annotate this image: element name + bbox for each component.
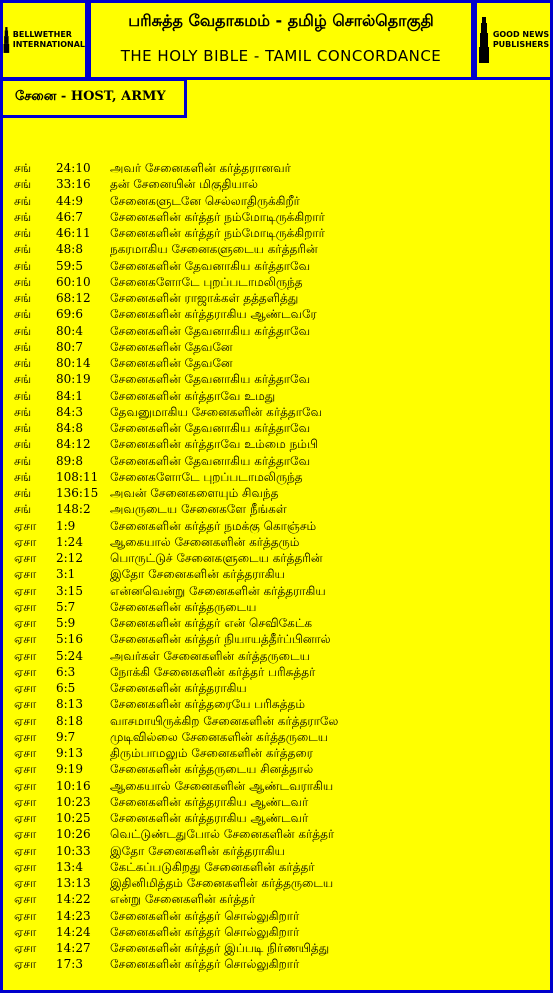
entry-reference: 9:13 [56,746,83,760]
entry-book: ஏசா [14,713,37,728]
entry-book: ஏசா [14,697,37,712]
logo-text-line1: BELLWETHER [12,30,72,39]
entry-book: ஏசா [14,811,37,825]
entry-reference: 80:7 [56,339,83,354]
entry-book: சங் [14,323,32,338]
entry-reference: 5:16 [56,632,83,647]
entry-text: முடிவில்லை சேனைகளின் கர்த்தருடைய [110,729,329,744]
entry-book: ஏசா [14,827,37,842]
entry-book: ஏசா [14,648,37,663]
entry-reference: 59:5 [56,258,83,273]
entry-reference: 46:7 [56,209,83,224]
entry-text: சேனைகளின் கர்த்தர் என் செவிகேட்க [110,616,313,630]
entry-book: ஏசா [14,567,37,582]
good-news-logo [474,0,553,80]
entry-text: சேனைகளின் கர்த்தர் நம்மோடிருக்கிறார் [110,226,325,240]
entry-reference: 6:3 [56,664,76,679]
entry-reference: 3:1 [56,567,76,582]
entry-reference: 84:3 [56,404,83,419]
entry-reference: 80:14 [56,356,91,370]
entry-reference: 24:10 [56,161,91,175]
entry-text: இதோ சேனைகளின் கர்த்தராகிய [110,567,285,582]
entry-text: ஆகையால் சேனைகளின் ஆண்டவராகிய [110,778,334,793]
entry-text: தன் சேனையின் மிகுதியால் [110,177,258,192]
entry-book: ஏசா [14,551,37,565]
entry-book: சங் [14,258,32,273]
entry-book: சங் [14,226,32,240]
entry-text: சேனைகளின் கர்த்தராகிய ஆண்டவர் [110,811,309,825]
entry-reference: 13:13 [56,876,91,890]
entry-book: ஏசா [14,762,37,777]
tower-icon [3,17,10,63]
entry-book: சங் [14,437,32,452]
entry-text: சேனைகளின் தேவனே [110,356,233,370]
entry-book: சங் [14,193,32,208]
entry-book: ஏசா [14,616,37,630]
entry-text: சேனைகளின் கர்த்தர் நம்மோடிருக்கிறார் [110,209,325,224]
entry-text: சேனைகளின் கர்த்தரையே பரிசுத்தம் [110,697,305,712]
entry-reference: 148:2 [56,502,91,517]
entry-reference: 136:15 [56,486,99,500]
entry-text: இதினிமித்தம் சேனைகளின் கர்த்தருடைய [110,876,334,890]
logo-text-line1: GOOD NEWS [492,30,550,39]
entry-reference: 68:12 [56,291,91,305]
entry-text: அவருடைய சேனைகளே நீங்கள் [110,502,287,517]
entry-text: சேனைகளின் கர்த்தருடைய [110,599,257,614]
entry-book: ஏசா [14,534,37,549]
entry-book: சங் [14,388,32,403]
title-tamil: பரிசுத்த வேதாகமம் - தமிழ் சொல்தொகுதி [128,11,434,30]
entry-reference: 13:4 [56,859,83,874]
entry-book: சங் [14,486,32,500]
entry-reference: 10:33 [56,843,91,858]
entry-text: சேனைகளின் தேவனாகிய கர்த்தாவே [110,372,311,387]
entry-book: ஏசா [14,729,37,744]
logo-text-line2: PUBLISHERS [492,40,550,49]
entry-reference: 10:26 [56,827,91,842]
entry-reference: 10:23 [56,794,91,809]
entry-text: சேனைகளின் கர்த்தராகிய ஆண்டவரே [110,307,317,322]
entry-reference: 6:5 [56,681,76,695]
entry-text: சேனைகளின் கர்த்தாவே உம்மை நம்பி [110,437,318,452]
entry-book: சங் [14,177,32,192]
entry-book: ஏசா [14,518,37,533]
entry-text: சேனைகளுடனே செல்லாதிருக்கிறீர் [110,193,300,208]
entry-book: ஏசா [14,632,37,647]
entry-reference: 8:18 [56,713,83,728]
entry-reference: 10:16 [56,778,91,793]
entry-text: அவன் சேனைகளையும் சிவந்த [110,486,279,500]
entry-text: வெட்டுண்டதுபோல் சேனைகளின் கர்த்தர் [110,827,335,842]
entry-text: சேனைகளின் கர்த்தர் நமக்கு கொஞ்சம் [110,518,317,533]
headword-english: HOST, ARMY [70,89,166,104]
entry-reference: 3:15 [56,583,83,598]
entry-reference: 5:9 [56,616,76,630]
entry-reference: 80:4 [56,323,83,338]
entry-reference: 5:24 [56,648,83,663]
entry-text: சேனைகளின் கர்த்தர் இப்படி நிர்ணயித்து [110,941,330,955]
logo-text-line2: INTERNATIONAL [12,40,85,49]
entry-book: ஏசா [14,957,37,972]
entry-text: சேனைகளின் கர்த்தர் நியாயத்தீர்ப்பினால் [110,632,331,647]
entry-text: பொருட்டுச் சேனைகளுடைய கர்த்தரின் [110,551,323,565]
entry-reference: 14:24 [56,924,91,939]
entry-book: ஏசா [14,924,37,939]
entry-reference: 80:19 [56,372,91,387]
entry-text: கேட்கப்படுகிறது சேனைகளின் கர்த்தர் [110,859,315,874]
entry-text: சேனைகளோடே புறப்படாமலிருந்த [110,469,303,484]
entry-book: சங் [14,453,32,468]
entry-book: சங் [14,307,32,322]
entry-book: சங் [14,209,32,224]
entry-text: சேனைகளின் தேவனாகிய கர்த்தாவே [110,323,311,338]
bellwether-logo [0,0,88,80]
entry-book: சங் [14,404,32,419]
entry-book: ஏசா [14,664,37,679]
headword [15,89,166,105]
entry-text: சேனைகளின் கர்த்தருடைய சினத்தால் [110,762,314,777]
entry-book: ஏசா [14,892,37,907]
entry-reference: 89:8 [56,453,83,468]
entry-book: ஏசா [14,843,37,858]
entry-reference: 44:9 [56,193,83,208]
entry-text: சேனைகளின் தேவனாகிய கர்த்தாவே [110,258,311,273]
entry-reference: 1:24 [56,534,83,549]
entry-text: நகரமாகிய சேனைகளுடைய கர்த்தரின் [110,242,318,257]
entry-reference: 9:19 [56,762,83,777]
entry-reference: 17:3 [56,957,83,972]
entry-text: சேனைகளின் கர்த்தர் சொல்லுகிறார் [110,957,300,972]
entry-text: சேனைகளின் கர்த்தர் சொல்லுகிறார் [110,924,300,939]
headword-separator: - [60,89,67,104]
entry-book: ஏசா [14,876,37,890]
entry-text: திரும்பாமலும் சேனைகளின் கர்த்தரை [110,746,313,760]
entry-reference: 5:7 [56,599,76,614]
entry-reference: 33:16 [56,177,91,192]
title-banner [88,0,474,80]
entry-text: சேனைகளின் கர்த்தர் சொல்லுகிறார் [110,908,300,923]
entry-text: சேனைகளின் தேவனே [110,339,233,354]
entry-book: ஏசா [14,681,37,695]
entry-book: ஏசா [14,746,37,760]
entry-book: சங் [14,291,32,305]
entry-reference: 8:13 [56,697,83,712]
entry-reference: 69:6 [56,307,83,322]
entry-book: ஏசா [14,583,37,598]
entry-reference: 84:12 [56,437,91,452]
entry-reference: 108:11 [56,469,99,484]
entry-text: நோக்கி சேனைகளின் கர்த்தர் பரிசுத்தர் [110,664,316,679]
entry-text: தேவனுமாகிய சேனைகளின் கர்த்தாவே [110,404,323,419]
entry-text: சேனைகளின் தேவனாகிய கர்த்தாவே [110,421,311,435]
entry-reference: 14:27 [56,941,91,955]
entry-book: ஏசா [14,908,37,923]
entry-text: அவர்கள் சேனைகளின் கர்த்தருடைய [110,648,310,663]
entry-book: சங் [14,356,32,370]
entry-book: சங் [14,161,32,175]
entry-book: சங் [14,372,32,387]
entry-text: வாசமாயிருக்கிற சேனைகளின் கர்த்தராலே [110,713,339,728]
entry-text: சேனைகளின் ராஜாக்கள் தத்தளித்து [110,291,299,305]
entry-reference: 9:7 [56,729,76,744]
entry-book: சங் [14,421,32,435]
entry-reference: 2:12 [56,551,83,565]
entry-book: ஏசா [14,941,37,955]
entry-text: சேனைகளோடே புறப்படாமலிருந்த [110,274,303,289]
entry-text: சேனைகளின் தேவனாகிய கர்த்தாவே [110,453,311,468]
entry-text: சேனைகளின் கர்த்தாவே உமது [110,388,276,403]
entry-text: இதோ சேனைகளின் கர்த்தராகிய [110,843,285,858]
entry-reference: 48:8 [56,242,83,257]
title-english: THE HOLY BIBLE - TAMIL CONCORDANCE [120,47,442,65]
entry-text: அவர் சேனைகளின் கர்த்தரானவர் [110,161,291,175]
entry-book: சங் [14,502,32,517]
entry-reference: 14:22 [56,892,91,907]
entry-text: ஆகையால் சேனைகளின் கர்த்தரும் [110,534,300,549]
entry-reference: 84:1 [56,388,83,403]
entry-reference: 60:10 [56,274,91,289]
headword-tamil: சேனை [15,89,57,104]
entry-book: சங் [14,469,32,484]
entry-book: ஏசா [14,778,37,793]
entry-reference: 10:25 [56,811,91,825]
entry-book: ஏசா [14,859,37,874]
entry-text: என்று சேனைகளின் கர்த்தர் [110,892,256,907]
entry-reference: 1:9 [56,518,76,533]
entry-reference: 84:8 [56,421,83,435]
entry-text: சேனைகளின் கர்த்தராகிய ஆண்டவர் [110,794,309,809]
entry-text: சேனைகளின் கர்த்தராகிய [110,681,247,695]
entry-book: சங் [14,242,32,257]
entry-book: சங் [14,274,32,289]
tower-icon [478,17,490,63]
entry-reference: 14:23 [56,908,91,923]
entry-book: ஏசா [14,599,37,614]
headword-box [0,78,187,118]
entry-reference: 46:11 [56,226,91,240]
entry-book: சங் [14,339,32,354]
entry-text: என்னவென்று சேனைகளின் கர்த்தராகிய [110,583,326,598]
entry-book: ஏசா [14,794,37,809]
